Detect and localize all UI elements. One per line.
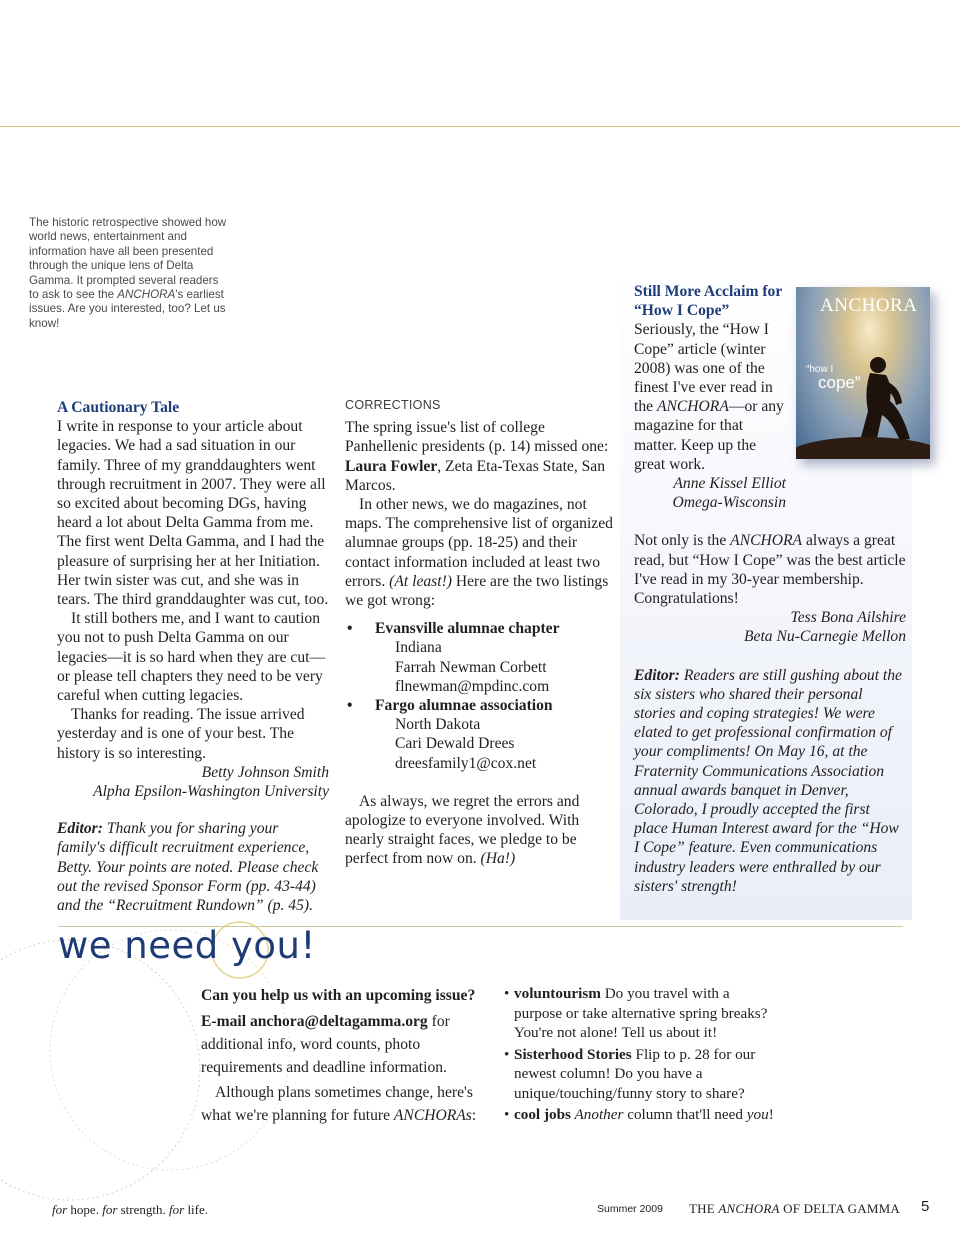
- editor-reply: [57, 819, 329, 915]
- signature-name: Betty Johnson Smith: [201, 763, 329, 781]
- acclaim-paragraph-1: Seriously, the “How I Cope” article (winter 2008) was one of the finest I've ever read in the ANCHORA—or any magazine for that matter. Keep up the great work.: [634, 321, 784, 473]
- editor-label: Editor:: [57, 820, 103, 838]
- cover-title: ANCHORA: [820, 295, 918, 316]
- listing-email: dreesfamily1@cox.net: [395, 754, 537, 772]
- cautionary-paragraph-3: Thanks for reading. The issue arrived yesterday and is one of your best. The history is so interesting.: [57, 706, 305, 762]
- corrections-paragraph-3: As always, we regret the errors and apologize to everyone involved. With nearly straight faces, we pledge to be perfect from now on. (Ha!): [345, 792, 580, 868]
- acclaim-signature-2-name: Tess Bona Ailshire: [790, 609, 906, 627]
- we-need-you-intro: Can you help us with an upcoming issue? E-mail anchora@deltagamma.org for additional info, word counts, photo requirements and deadline information. Although plans sometimes change, here's what we're planning for future ANCHORAs:: [201, 984, 481, 1127]
- retrospective-caption: [29, 216, 229, 331]
- acclaim-editor-text: Readers are still gushing about the six sisters who shared their personal stories and coping strategies! We were elated to get professional confirmation of your compliments! On May 16, at the Fraternity Communications Association annual awards banquet in Denver, Colorado, I proudly accepted the first place Human Interest award for the “How I Cope” feature. Even communications industry leaders were enthralled by our sisters' strength!: [634, 666, 902, 895]
- list-item-cool-jobs: • cool jobs Another column that'll need you!: [504, 1106, 774, 1123]
- corrected-name: Laura Fowler: [345, 457, 438, 475]
- corrections-paragraph-2: In other news, we do magazines, not maps. The comprehensive list of organized alumnae groups (pp. 18-25) and their contact information included at least two errors. (At least!) Here are the two listings we got wrong:: [345, 496, 613, 610]
- acclaim-heading-line1: Still More Acclaim for: [634, 283, 783, 300]
- signature-chapter: Alpha Epsilon-Washington University: [93, 783, 329, 801]
- cautionary-paragraph-1: I write in response to your article about legacies. We had a sad situation in our family. Three of my granddaughters went through recruitment in 2007. They were all so excited about becoming DGs, having heard a lot about Delta Gamma from me. The first went Delta Gamma, and I had the pleasure of surprising her at her Initiation. Her twin sister was cut, and she was in tears. The third granddaughter was cut, too.: [57, 418, 329, 609]
- corrections-paragraph-1: The spring issue's list of college Panhellenic presidents (p. 14) missed one: Laura Fowler, Zeta Eta-Texas State, San Marcos.: [345, 419, 609, 494]
- cover-subtitle: cope”: [818, 373, 861, 392]
- plans-paragraph: Although plans sometimes change, here's what we're planning for future ANCHORAs:: [201, 1084, 477, 1124]
- corrections-label: CORRECTIONS: [345, 398, 441, 412]
- cover-subtitle-small: “how I: [806, 364, 834, 375]
- listing-line: North Dakota: [395, 716, 481, 734]
- cautionary-paragraph-2: It still bothers me, and I want to caution you not to push Delta Gamma on our legacies—it is so hard when they are cut—or please tell chapters they need to be very careful when cutting legacies.: [57, 610, 326, 705]
- listing-evansville: • Evansville alumnae chapter Indiana Farrah Newman Corbett flnewman@mpdinc.com: [345, 619, 617, 696]
- footer-magazine-title: THE ANCHORA OF DELTA GAMMA: [689, 1201, 900, 1216]
- listing-name: Evansville alumnae chapter: [375, 620, 560, 638]
- listing-name: Fargo alumnae association: [375, 697, 553, 715]
- corrections-column: [345, 396, 617, 869]
- cover-hill: [796, 437, 930, 459]
- page-number: 5: [921, 1198, 930, 1215]
- cautionary-tale-column: [57, 398, 329, 915]
- anchora-cover-image: [796, 287, 930, 459]
- we-need-you-heading: we need you!: [58, 924, 316, 967]
- editor-label: Editor:: [634, 666, 680, 684]
- acclaim-paragraph-2: Not only is the ANCHORA always a great read, but “How I Cope” was the best article I've read in my 30-year membership. Congratulations!: [634, 532, 906, 608]
- caption-text: The historic retrospective showed how world news, entertainment and information have all been presented through the unique lens of Delta Gamma. It prompted several readers to ask to see the: [29, 216, 227, 302]
- listing-line: Cari Dewald Drees: [395, 735, 515, 753]
- acclaim-editor-reply: [634, 666, 906, 896]
- acclaim-signature-2-chapter: Beta Nu-Carnegie Mellon: [744, 628, 906, 646]
- silhouette-figure: [856, 351, 910, 451]
- footer-motto: for hope. for strength. for life.: [52, 1202, 209, 1217]
- listing-line: Indiana: [395, 639, 442, 657]
- email-link[interactable]: E-mail anchora@deltagamma.org: [201, 1013, 428, 1030]
- acclaim-signature-1-name: Anne Kissel Elliot: [673, 475, 786, 493]
- footer-issue-date: Summer 2009: [597, 1203, 663, 1215]
- listing-email: flnewman@mpdinc.com: [395, 677, 550, 695]
- caption-italic: ANCHORA: [117, 288, 176, 302]
- acclaim-heading-line2: “How I Cope”: [634, 302, 730, 320]
- editor-reply-text: Thank you for sharing your family's difficult recruitment experience, Betty. Your points are noted. Please check out the revised Sponsor Form (pp. 43-44) and the “Recruitment Rundown” (p. 45).: [57, 820, 319, 915]
- top-rule: [0, 126, 960, 127]
- list-item-sisterhood-stories: • Sisterhood Stories Flip to p. 28 for our newest column! Do you have a unique/touching/funny story to share?: [504, 1045, 756, 1102]
- help-question: Can you help us with an upcoming issue?: [201, 987, 476, 1004]
- acclaim-signature-1-chapter: Omega-Wisconsin: [672, 494, 786, 512]
- listing-fargo: • Fargo alumnae association North Dakota Cari Dewald Drees dreesfamily1@cox.net: [345, 696, 617, 773]
- list-item-voluntourism: • voluntourism Do you travel with a purpose or take alternative spring breaks? You're not alone! Tell us about it!: [504, 985, 768, 1041]
- caption-text-end: 's earliest issues. Are you interested, too? Let us know!: [29, 288, 226, 330]
- future-topics-list: [504, 984, 774, 1127]
- cautionary-tale-heading: A Cautionary Tale: [57, 399, 180, 416]
- listing-line: Farrah Newman Corbett: [395, 658, 547, 676]
